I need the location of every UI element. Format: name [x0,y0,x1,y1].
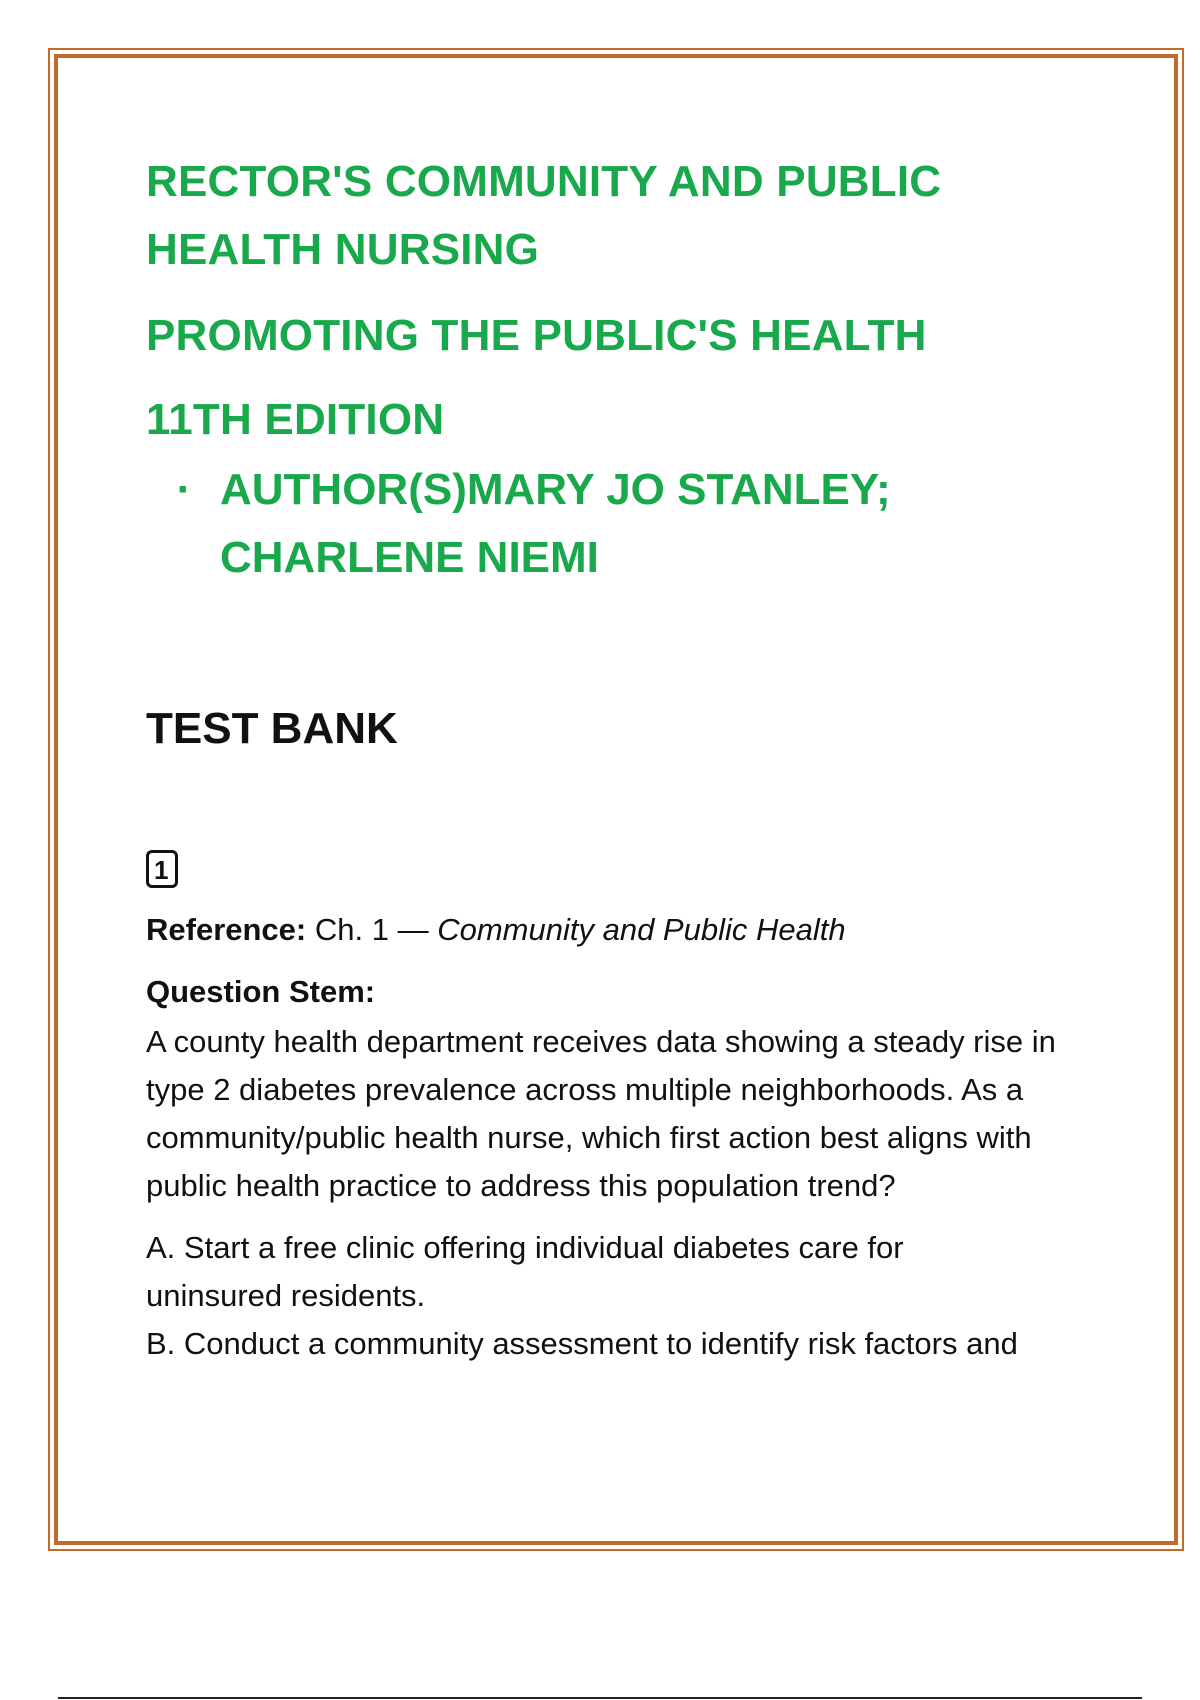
book-authors: AUTHOR(S)MARY JO STANLEY; CHARLENE NIEMI [220,465,891,582]
book-title [146,148,1096,284]
question-stem-label: Question Stem: [146,974,376,1009]
book-title-line-2: HEALTH NURSING [146,225,540,274]
reference-label: Reference: [146,912,307,947]
bullet-icon: · [176,465,192,514]
section-heading: TEST BANK [146,704,398,753]
page-bottom-divider [58,1697,1142,1699]
book-title-line-1: RECTOR'S COMMUNITY AND PUBLIC [146,157,942,206]
book-subtitle: PROMOTING THE PUBLIC'S HEALTH [146,311,927,360]
question-number-badge: 1 [146,850,178,888]
question-reference [146,912,1096,948]
book-edition: 11TH EDITION [146,395,445,444]
reference-book: Community and Public Health [437,912,846,947]
question-stem-text: A county health department receives data showing a steady rise in type 2 diabetes prevalence across multiple neighborhoods. As a community/public health nurse, which first action best aligns with public health practice to address this population trend? [146,1024,1056,1203]
answer-option-a: A. Start a free clinic offering individual diabetes care for uninsured residents. [146,1230,904,1313]
answer-option-b: B. Conduct a community assessment to identify risk factors and [146,1326,1018,1361]
author-list-item [146,456,1096,592]
document-content [146,148,1096,1368]
reference-chapter: Ch. 1 — [314,912,429,947]
